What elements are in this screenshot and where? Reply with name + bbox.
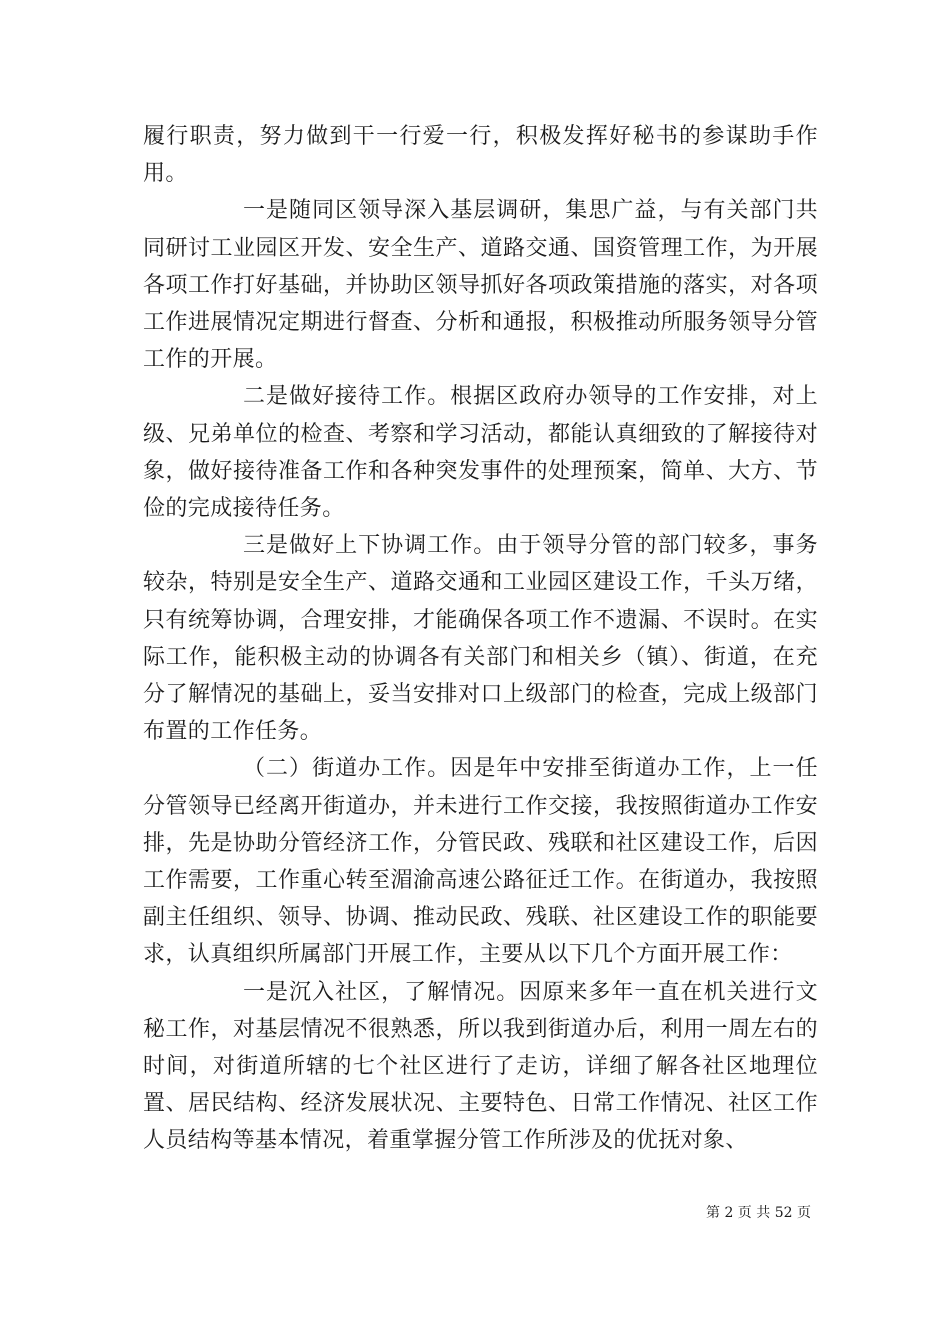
paragraph-item-3-coordination: 三是做好上下协调工作。由于领导分管的部门较多，事务较杂，特别是安全生产、道路交通和工业园区建设工作，千头万绪，只有统筹协调，合理安排，才能确保各项工作不遗漏、不误时。在实际工作，能积极主动的协调各有关部门和相关乡（镇）、街道，在充分了解情况的基础上，妥当安排对口上级部门的检查，完成上级部门布置的工作任务。	[143, 533, 818, 745]
page-number-footer: 第 2 页 共 52 页	[706, 1205, 811, 1221]
paragraph-section-street-office: （二）街道办工作。因是年中安排至街道办工作，上一任分管领导已经离开街道办，并未进行工作交接，我按照街道办工作安排，先是协助分管经济工作，分管民政、残联和社区建设工作，后因工作需要，工作重心转至湄渝高速公路征迁工作。在街道办，我按照副主任组织、领导、协调、推动民政、残联、社区建设工作的职能要求，认真组织所属部门开展工作，主要从以下几个方面开展工作：	[143, 756, 818, 968]
paragraph-item-1-community: 一是沉入社区，了解情况。因原来多年一直在机关进行文秘工作，对基层情况不很熟悉，所以我到街道办后，利用一周左右的时间，对街道所辖的七个社区进行了走访，详细了解各社区地理位置、居民结构、经济发展状况、主要特色、日常工作情况、社区工作人员结构等基本情况，着重掌握分管工作所涉及的优抚对象、	[143, 979, 818, 1154]
paragraph-continuation: 履行职责，努力做到干一行爱一行，积极发挥好秘书的参谋助手作用。	[143, 124, 818, 187]
paragraph-item-2-reception: 二是做好接待工作。根据区政府办领导的工作安排，对上级、兄弟单位的检查、考察和学习活动，都能认真细致的了解接待对象，做好接待准备工作和各种突发事件的处理预案，简单、大方、节俭的完成接待任务。	[143, 384, 818, 522]
document-body	[143, 118, 818, 1160]
paragraph-item-1-research: 一是随同区领导深入基层调研，集思广益，与有关部门共同研讨工业园区开发、安全生产、道路交通、国资管理工作，为开展各项工作打好基础，并协助区领导抓好各项政策措施的落实，对各项工作进展情况定期进行督查、分析和通报，积极推动所服务领导分管工作的开展。	[143, 198, 818, 373]
